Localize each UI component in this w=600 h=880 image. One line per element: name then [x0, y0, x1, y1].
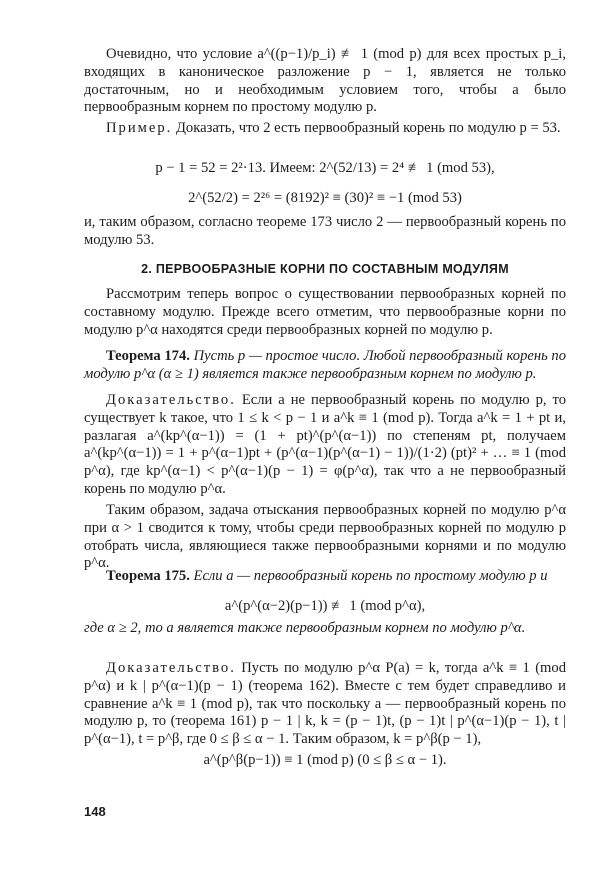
proof-174	[84, 392, 566, 499]
final-formula-block	[84, 752, 566, 770]
paragraph-criterion	[84, 46, 566, 117]
example-conclusion-text: и, таким образом, согласно теореме 173 число 2 — первообразный корень по модулю 53.	[84, 214, 566, 248]
example-conclusion	[84, 214, 566, 250]
theorem-175-label: Теорема 175.	[106, 568, 190, 584]
proof-174-text: Если a не первообразный корень по модулю p, то существует k такое, что 1 ≤ k < p − 1 и a^k ≡ 1 (mod p). Тогда a^k = 1 + pt и, разлагая a^(kp^(α−1)) = (1 + pt)^(p^(α−1)) по степеням pt, получаем a^(kp^(α−1)) = 1 + p^(α−1)pt + (p^(α−1)(p^(α−1) − 1))/(1·2) (pt)² + … ≡ 1 (mod p^α), где kp^(α−1) < p^(α−1)(p − 1) = φ(p^α), так что a не первообразный корень по модулю p^α.	[84, 392, 567, 497]
theorem-175-formula: a^(p^(α−2)(p−1)) ≢ 1 (mod p^α),	[224, 598, 426, 614]
proof-175-label: Доказательство.	[106, 660, 236, 676]
criterion-text: Очевидно, что условие a^((p−1)/p_i) ≢ 1 (mod p) для всех простых p_i, входящих в каноническое разложение p − 1, является не только достаточным, но и необходимым условием того, чтобы a было первообразным корнем по простому модулю p.	[84, 46, 566, 116]
proof-174-label: Доказательство.	[106, 392, 236, 408]
example-text: Доказать, что 2 есть первообразный корень по модулю p = 53.	[175, 120, 561, 136]
page-number: 148	[84, 804, 106, 819]
theorem-174	[84, 348, 566, 384]
example-label: Пример.	[106, 120, 173, 136]
theorem-174-text: Пусть p — простое число. Любой первообразный корень по модулю p^α (α ≥ 1) является также первообразным корнем по модулю p.	[84, 348, 566, 382]
proof-175	[84, 660, 566, 749]
example-block	[84, 120, 566, 138]
theorem-174-label: Теорема 174.	[106, 348, 190, 364]
proof-175-text: Пусть по модулю p^α P(a) = k, тогда a^k ≡ 1 (mod p^α) и k | p^(α−1)(p − 1) (теорема 162). Вместе с тем будет справедливо и сравнение a^k ≡ 1 (mod p), так что поскольку a — первообразный корень по модулю p, то (теорема 161) p − 1 | k, k = (p − 1)t, (p − 1)t | p^(α−1)(p − 1), t | p^(α−1), t = p^β, где 0 ≤ β ≤ α − 1. Таким образом, k = p^β(p − 1),	[84, 660, 566, 748]
final-formula: a^(p^β(p−1)) ≡ 1 (mod p) (0 ≤ β ≤ α − 1).	[203, 752, 447, 768]
example-equation-2	[84, 190, 566, 208]
reduction-text: Таким образом, задача отыскания первообразных корней по модулю p^α при α > 1 сводится к тому, чтобы среди первообразных корней по модулю p отобрать числа, являющиеся также первообразными корнями и по модулю p^α.	[84, 502, 566, 572]
theorem-175-continuation	[84, 620, 566, 638]
intro-text: Рассмотрим теперь вопрос о существовании первообразных корней по составному модулю. Прежде всего отметим, что первообразные корни по модулю p^α находятся среди первообразных корней по модулю p.	[84, 286, 566, 338]
theorem-175-formula-block	[84, 598, 566, 616]
section-heading	[84, 262, 566, 277]
section-title: 2. ПЕРВООБРАЗНЫЕ КОРНИ ПО СОСТАВНЫМ МОДУЛЯМ	[141, 262, 509, 276]
paragraph-intro	[84, 286, 566, 339]
paragraph-reduction	[84, 502, 566, 573]
equation-line-1: p − 1 = 52 = 2²·13. Имеем: 2^(52/13) = 2⁴ ≢ 1 (mod 53),	[155, 160, 495, 176]
equation-line-2: 2^(52/2) = 2²⁶ = (8192)² ≡ (30)² ≡ −1 (mod 53)	[188, 190, 462, 206]
theorem-175-text: Если a — первообразный корень по простому модулю p и	[193, 568, 548, 584]
theorem-175-cont-text: где α ≥ 2, то a является также первообразным корнем по модулю p^α.	[84, 620, 526, 636]
example-equation-1	[84, 160, 566, 178]
theorem-175	[84, 568, 566, 586]
